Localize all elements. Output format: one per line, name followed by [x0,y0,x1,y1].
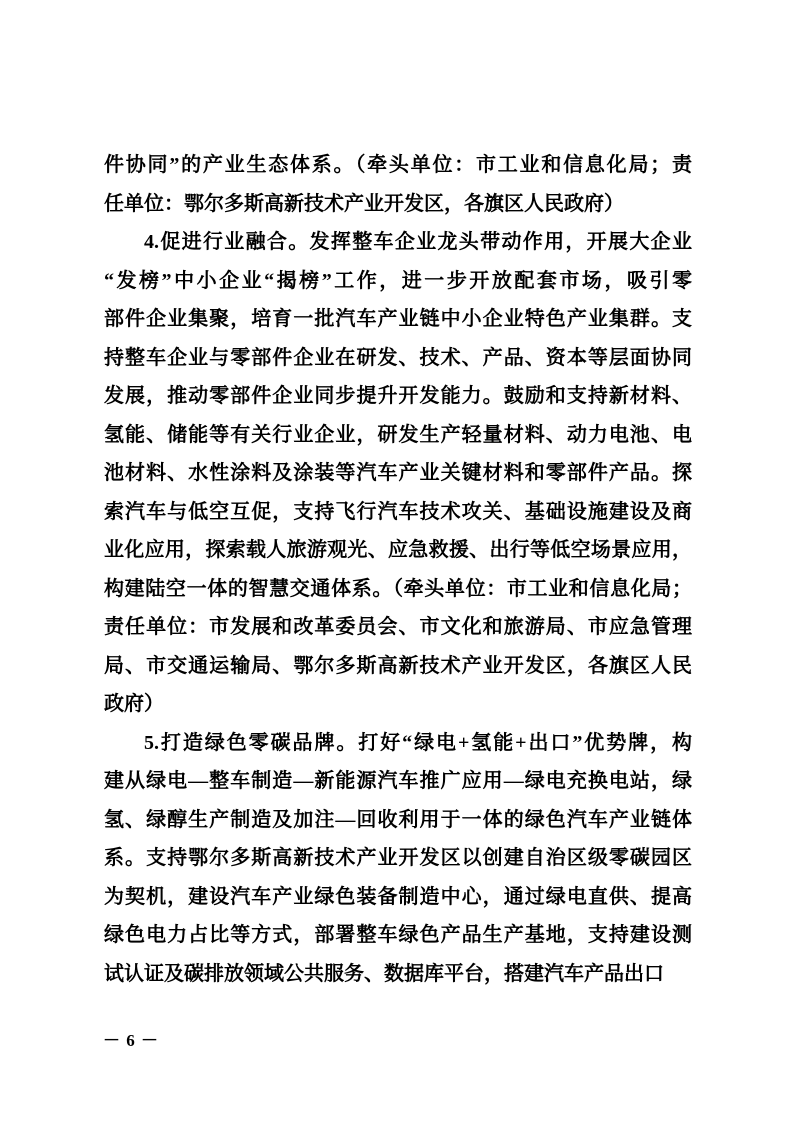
text-line: 发展，推动零部件企业同步提升开发能力。鼓励和支持新材料、 [104,385,692,407]
text-line: 氢能、储能等有关行业企业，研发生产轻量材料、动力电池、电 [104,423,692,446]
paragraph-item-5 [104,724,692,994]
document-body [104,146,692,993]
text-line: 业化应用，探索载人旅游观光、应急救援、出行等低空场景应用， [104,539,692,561]
text-line: 局、市交通运输局、鄂尔多斯高新技术产业开发区，各旗区人民 [104,654,692,677]
text-line: 持整车企业与零部件企业在研发、技术、产品、资本等层面协同 [104,346,692,369]
text-line: 责任单位：市发展和改革委员会、市文化和旅游局、市应急管理 [104,616,692,638]
text-line: 氢、绿醇生产制造及加注—回收利用于一体的绿色汽车产业链体 [104,808,692,831]
text-line: 4.促进行业融合。发挥整车企业龙头带动作用，开展大企业 [144,231,692,253]
paragraph-continuation [104,146,692,223]
text-line: 池材料、水性涂料及涂装等汽车产业关键材料和零部件产品。探 [104,462,692,484]
text-line: 试认证及碳排放领域公共服务、数据库平台，搭建汽车产品出口 [104,962,664,985]
text-line: 构建陆空一体的智慧交通体系。（牵头单位：市工业和信息化局； [104,577,692,600]
paragraph-item-4 [104,223,692,724]
text-line: 系。支持鄂尔多斯高新技术产业开发区以创建自治区级零碳园区 [104,847,692,869]
text-line: 件协同”的产业生态体系。（牵头单位：市工业和信息化局；责 [104,154,692,176]
text-line: 为契机，建设汽车产业绿色装备制造中心，通过绿电直供、提高 [104,885,692,908]
text-line: 任单位：鄂尔多斯高新技术产业开发区，各旗区人民政府） [104,192,624,215]
text-line: 索汽车与低空互促，支持飞行汽车技术攻关、基础设施建设及商 [104,500,692,523]
text-line: 建从绿电—整车制造—新能源汽车推广应用—绿电充换电站，绿 [104,770,692,792]
text-line: 政府） [104,693,164,715]
text-line: 部件企业集聚，培育一批汽车产业链中小企业特色产业集群。支 [104,308,692,330]
text-line: “发榜”中小企业“揭榜”工作，进一步开放配套市场，吸引零 [104,269,692,292]
text-line: 绿色电力占比等方式，部署整车绿色产品生产基地，支持建设测 [104,924,692,946]
text-line: 5.打造绿色零碳品牌。打好“绿电+氢能+出口”优势牌，构 [144,731,692,754]
page-number: － 6 － [103,1031,159,1050]
